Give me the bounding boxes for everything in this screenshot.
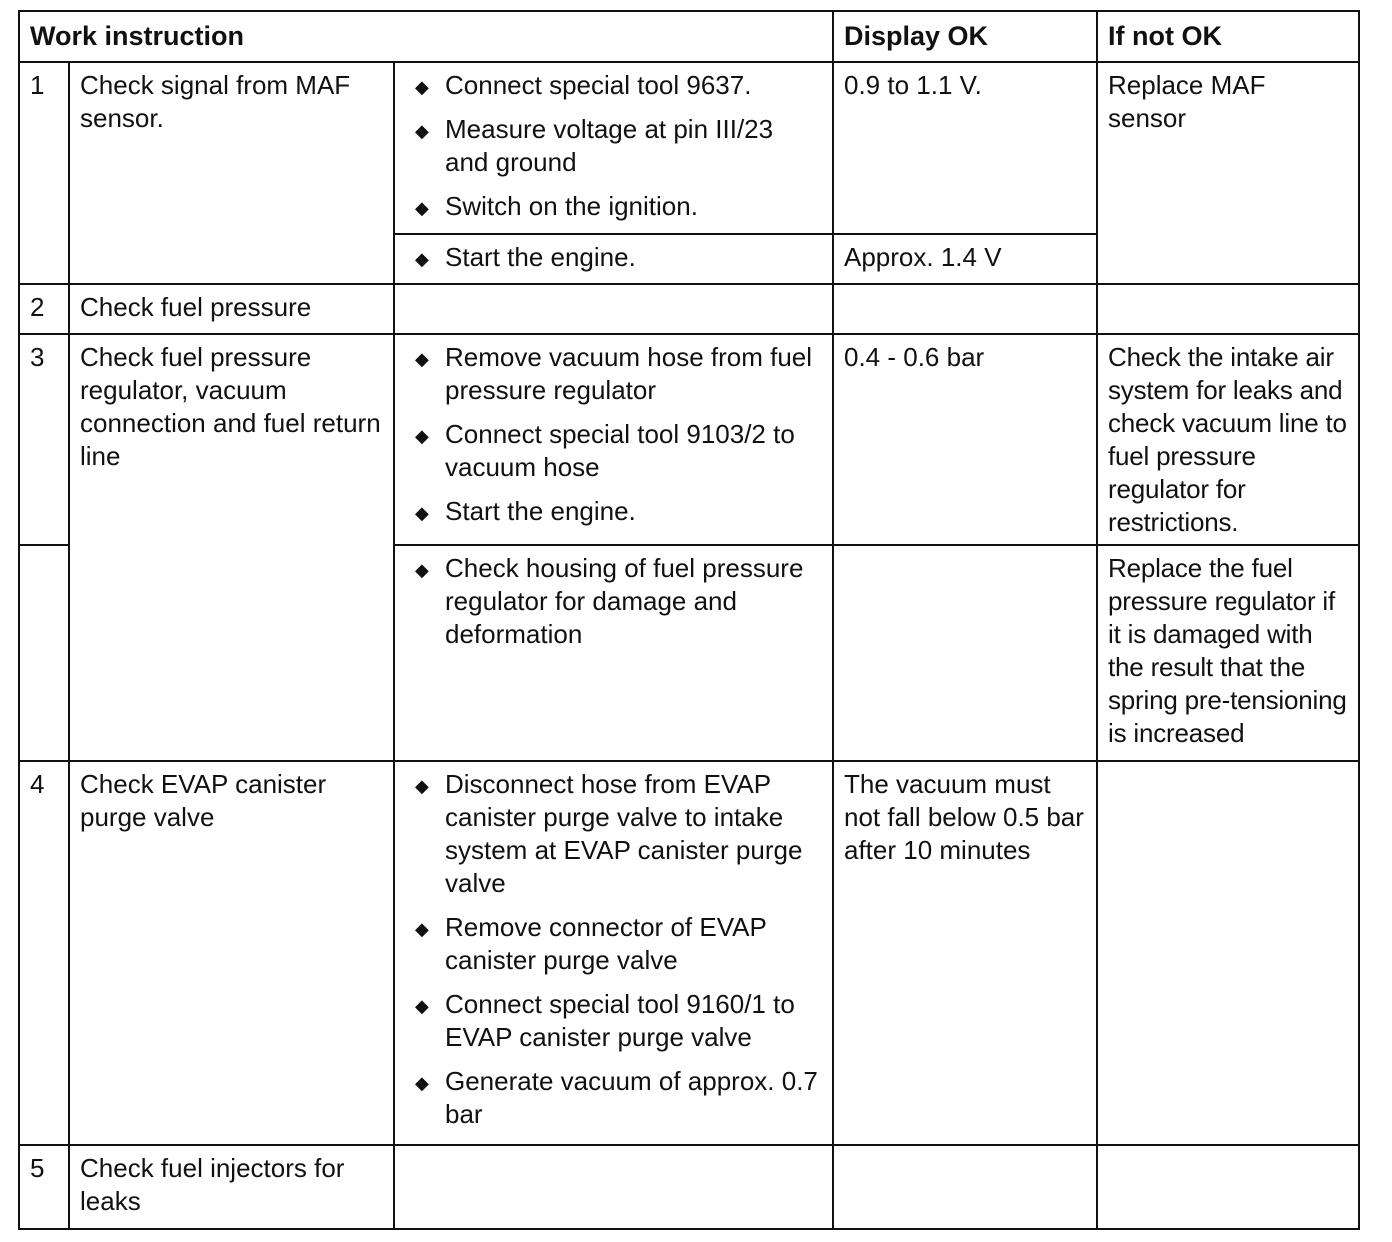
- table-row: [19, 284, 1359, 334]
- if-not-ok-action: [1097, 284, 1359, 334]
- header-work-instruction: Work instruction: [19, 11, 833, 62]
- if-not-ok-action: Check the intake air system for leaks and check vacuum line to fuel pressure regulator for restrictions.: [1097, 334, 1359, 545]
- bullet-icon: ◆: [415, 77, 429, 97]
- list-item: [405, 988, 822, 1054]
- step-list-cell: [394, 334, 833, 545]
- step-text: Start the engine.: [445, 242, 636, 272]
- if-not-ok-action: [1097, 761, 1359, 1145]
- if-not-ok-action: Replace the fuel pressure regulator if it is damaged with the result that the spring pre-tensioning is increased: [1097, 545, 1359, 761]
- step-number: 3: [19, 334, 69, 545]
- step-list-cell: [394, 284, 833, 334]
- step-text: Connect special tool 9103/2 to vacuum hose: [445, 419, 795, 482]
- step-number-empty: [19, 545, 69, 761]
- step-number: 1: [19, 62, 69, 284]
- bullet-icon: ◆: [415, 1073, 429, 1093]
- step-text: Check housing of fuel pressure regulator for damage and deformation: [445, 553, 804, 649]
- bullet-icon: ◆: [415, 919, 429, 939]
- step-text: Connect special tool 9637.: [445, 70, 752, 100]
- task-description: Check fuel pressure regulator, vacuum connection and fuel return line: [69, 334, 394, 761]
- header-if-not-ok: If not OK: [1097, 11, 1359, 62]
- list-item: [405, 418, 822, 484]
- display-ok-value: [833, 545, 1097, 761]
- display-ok-value: [833, 1145, 1097, 1229]
- step-text: Measure voltage at pin III/23 and ground: [445, 114, 774, 177]
- list-item: [405, 341, 822, 407]
- table-row: [19, 761, 1359, 1145]
- bullet-icon: ◆: [415, 776, 429, 796]
- list-item: [405, 69, 822, 102]
- step-list-cell: [394, 234, 833, 284]
- step-list-cell: [394, 545, 833, 761]
- list-item: [405, 768, 822, 900]
- step-list: [405, 552, 822, 651]
- list-item: [405, 495, 822, 528]
- if-not-ok-action: Replace MAF sensor: [1097, 62, 1359, 284]
- task-description: Check fuel pressure: [69, 284, 394, 334]
- list-item: [405, 241, 822, 274]
- step-number: 4: [19, 761, 69, 1145]
- display-ok-value: [833, 284, 1097, 334]
- bullet-icon: ◆: [415, 349, 429, 369]
- step-number: 2: [19, 284, 69, 334]
- table-row: [19, 62, 1359, 234]
- bullet-icon: ◆: [415, 503, 429, 523]
- table-row: [19, 1145, 1359, 1229]
- step-text: Remove connector of EVAP canister purge valve: [445, 912, 767, 975]
- display-ok-value: 0.4 - 0.6 bar: [833, 334, 1097, 545]
- display-ok-value: Approx. 1.4 V: [833, 234, 1097, 284]
- bullet-icon: ◆: [415, 560, 429, 580]
- work-instruction-table: [18, 10, 1360, 1230]
- step-list: [405, 341, 822, 528]
- display-ok-value: The vacuum must not fall below 0.5 bar after 10 minutes: [833, 761, 1097, 1145]
- bullet-icon: ◆: [415, 426, 429, 446]
- list-item: [405, 113, 822, 179]
- header-display-ok: Display OK: [833, 11, 1097, 62]
- step-list-cell: [394, 62, 833, 234]
- list-item: [405, 552, 822, 651]
- header-row: [19, 11, 1359, 62]
- step-list-cell: [394, 1145, 833, 1229]
- bullet-icon: ◆: [415, 996, 429, 1016]
- step-text: Remove vacuum hose from fuel pressure regulator: [445, 342, 813, 405]
- step-text: Connect special tool 9160/1 to EVAP canister purge valve: [445, 989, 795, 1052]
- step-list-cell: [394, 761, 833, 1145]
- step-text: Disconnect hose from EVAP canister purge valve to intake system at EVAP canister purge valve: [445, 769, 803, 898]
- task-description: Check signal from MAF sensor.: [69, 62, 394, 284]
- bullet-icon: ◆: [415, 198, 429, 218]
- table-row: [19, 334, 1359, 545]
- step-list: [405, 69, 822, 223]
- work-instruction-document: [18, 10, 1358, 1228]
- task-description: Check fuel injectors for leaks: [69, 1145, 394, 1229]
- step-list: [405, 241, 822, 274]
- step-number: 5: [19, 1145, 69, 1229]
- step-text: Switch on the ignition.: [445, 191, 698, 221]
- list-item: [405, 911, 822, 977]
- step-list: [405, 768, 822, 1131]
- list-item: [405, 1065, 822, 1131]
- display-ok-value: 0.9 to 1.1 V.: [833, 62, 1097, 234]
- step-text: Start the engine.: [445, 496, 636, 526]
- step-text: Generate vacuum of approx. 0.7 bar: [445, 1066, 818, 1129]
- bullet-icon: ◆: [415, 249, 429, 269]
- task-description: Check EVAP canister purge valve: [69, 761, 394, 1145]
- if-not-ok-action: [1097, 1145, 1359, 1229]
- list-item: [405, 190, 822, 223]
- bullet-icon: ◆: [415, 121, 429, 141]
